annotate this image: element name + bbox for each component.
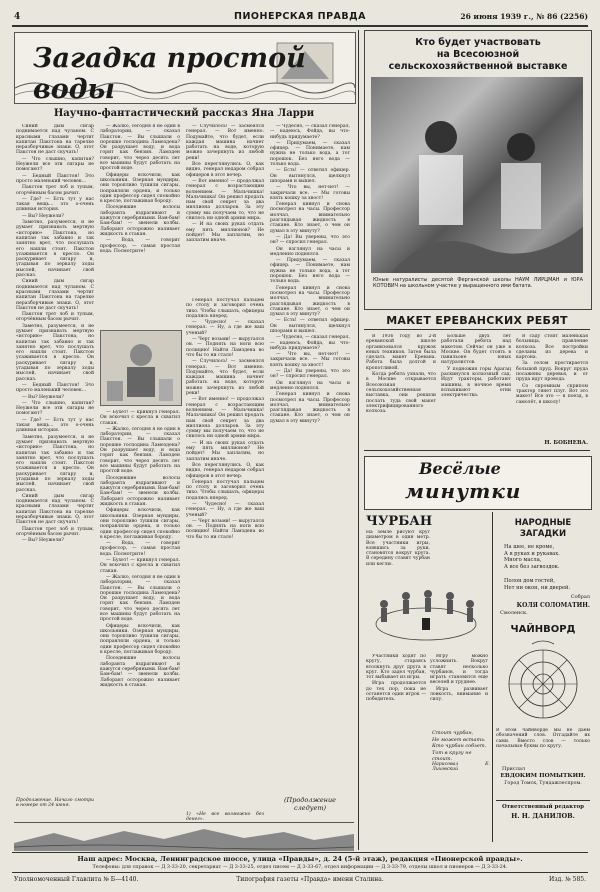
teaword-author-label: Прислал — [502, 766, 526, 772]
riddles-title-2: ЗАГАДКИ — [519, 529, 567, 539]
riddles-collected-label: Собрал — [570, 594, 590, 600]
teaword-text: В этом чайнворде мы не даем обозначений слов. Отгадайте их сами. Вместо слов — только начальные буквы по кругу. — [496, 728, 590, 749]
maket-title: МАКЕТ ЕРЕВАНСКИХ РЕБЯТ — [386, 314, 568, 327]
story-column-1: Синий дым сигар поднимается над чуланом. С красными глазами чертит капитан Пакстона на тарелке неразборчивые знаки. О, этот Пакстон не даст скучать! — Что слышно, капитан? Неужели все эти сигары не помогают? — Бедный Пакстон! Это просто маленький человек... Пакстон трет лоб и тупым, огорчённым басом рычит. — Где? — Есть тут у нас такая вещь... это о-очень длинная история. — Вы? Неужели? Заметно, разумеется, и не думает признавать мертвую «историю» Пакстона, но капитан так забавно и так занятно врет, что послушать его нашли стоит. Пакстон усаживается в кресло. Он раскуривает сигару и, угадывая по зеркалу ходы мыслей, начинает свой рассказ. Синий дым сигар поднимается над чуланом. С красными глазами чертит капитан Пакстона на тарелке неразборчивые знаки. О, этот Пакстон не даст скучать! Пакстон трет лоб и тупым, огорчённым басом рычит. Заметно, разумеется, и не думает признавать мертвую «историю» Пакстона, но капитан так забавно и так занятно врет, что послушать его нашли стоит. Пакстон усаживается в кресло. Он раскуривает сигару и, угадывая по зеркалу ходы мыслей, начинает свой рассказ. — Бедный Пакстон! Это просто маленький человек... — Вы? Неужели? — Что слышно, капитан? Неужели все эти сигары не помогают? — Где? — Есть тут у нас такая вещь... это о-очень длинная история. Заметно, разумеется, и не думает признавать мертвую «историю» Пакстона, но капитан так забавно и так занятно врет, что послушать его нашли стоит. Пакстон усаживается в кресло. Он раскуривает сигару и, угадывая по зеркалу ходы мыслей, начинает свой рассказ. Синий дым сигар поднимается над чуланом. С красными глазами чертит капитан Пакстона на тарелке неразборчивые знаки. О, этот Пакстон не даст скучать! Пакстон трет лоб и тупым, огорчённым басом рычит. — Вы? Неужели? — [16, 124, 94, 544]
churban-column-1: Участники ходят по кругу, стараясь втолкнуть друг друга в круг. Кто задел чурбан, тот выбывает из игры. Игра продолжается до тех пор, пока не останется один игрок — победитель. — [366, 654, 426, 703]
story-subtitle: Научно-фантастический рассказ Яна Ларри — [53, 108, 315, 119]
churban-title: ЧУРБАН — [366, 514, 433, 529]
landscape-strip — [14, 822, 354, 851]
editor-label: Ответственный редактор — [501, 804, 585, 810]
footer-address: Наш адрес: Москва, Ленинградское шоссе, улица «Правды», д. 24 (5-й этаж), редакция «Пионерской правды». — [77, 855, 523, 863]
professor-drawing — [101, 331, 181, 405]
children-circle-drawing — [366, 574, 486, 650]
teaword-puzzle — [500, 638, 586, 724]
footer-glavlit: Уполномоченный Главлита № Б—4140. — [14, 876, 139, 883]
footer-phones: Телефоны: для справок — Д 3-33-20, секретариат — Д 3-33-25, отдел писем — Д 3-33-67, отдел информации — Д 3-33-79, отделы школ и пионеров — Д 3-33-24. — [92, 864, 508, 870]
teaword-title: ЧАЙНВОРД — [510, 624, 576, 635]
story-column-3-top: — Случилось! — засмеялся генерал. — Вот именно. Подумайте, что будет, если каждая машина начнет работать на воде, которую можно зачерпнуть из любой реки! Все переглянулись. О, как видно, генерал недаром собрал офицеров в этот вечер. — Вот именно! — продолжал генерал с возрастающим волнением. — Мальчишка! Мальчишка! Он решил продать нам свой секрет за два миллиона долларов. За эту сумму мы получаем то, что не снилось ни одной армии мира. — И на своих руках отдать ему пять миллионов? Не пойдет! Мы заплатим, но заплатим иначе. — [186, 124, 264, 244]
exhibit-heading-3: сельскохозяйственной выставке — [388, 61, 568, 72]
riddle-1: На шее, не кроме, А в руках и рукавах. Много масла, А все без загвоздок. — [504, 544, 560, 570]
churban-poem: Стоит чурбан, Не может встать. Кто чурбан собьет, Тот в кругу не стоит. — [432, 730, 487, 762]
issue-date: 26 июня 1939 г., № 86 (2256) — [460, 12, 588, 21]
teapot-puzzle-drawing — [500, 638, 586, 724]
riddles-place: Смоленск. — [500, 610, 528, 616]
riddles-title-1: НАРОДНЫЕ — [514, 518, 572, 528]
churban-credit: Нарисовал Е. Лиховский — [432, 762, 490, 773]
exhibit-heading-2: на Всесоюзной — [436, 49, 520, 60]
riddles-author: КОЛЯ СОЛОМАТИН. — [516, 602, 590, 609]
to-be-continued: (Продолжение следует) — [284, 796, 336, 812]
exhibit-caption: Юные натуралисты десятой Ферганской школы НАУМ ЛИРЦМАН и ЮРА КОТОВИЧ на школьном участке у выращенного ими батата. — [373, 277, 583, 289]
fun-title-1: Весёлые — [419, 459, 501, 478]
continued-note: Продолжение. Начало смотри в номере от 24 июня. — [16, 798, 94, 809]
exhibit-photo — [371, 77, 583, 273]
teaword-author: ЕВДОКИМ ПОМЫТКИН. — [500, 773, 586, 779]
story-column-4: — Чудесно, — сказал генерал, — надеюсь, Фойда, вы что-нибудь придумаете? — Придумаем, — сказал офицер. — Понимаете, нам нужна не только вода, а тот порошок. Без него вода — только вода. — Есть! — ответил офицер. Он вытянулся, щелкнул шпорами и вышел. — Что вы, нет-нет! — закричали все. — Мы готовы взять кошку за хвост! Генерал кивнул и снова посмотрел на часы. Профессор молчал, внимательно разглядывая жидкость в стакане. Кто знает, о чем он думал в эту минуту? — Да! Вы уверены, что это он? — спросил генерал. Он взглянул на часы и медленно поднялся. — Придумаем, — сказал офицер. — Понимаете, нам нужна не только вода, а тот порошок. Без него вода — только вода. Генерал кивнул и снова посмотрел на часы. Профессор молчал, внимательно разглядывая жидкость в стакане. Кто знает, о чем он думал в эту минуту? — Есть! — ответил офицер. Он вытянулся, щелкнул шпорами и вышел. — Чудесно, — сказал генерал, — надеюсь, Фойда, вы что-нибудь придумаете? — Что вы, нет-нет! — закричали все. — Мы готовы взять кошку за хвост! — Да! Вы уверены, что это он? — спросил генерал. Он взглянул на часы и медленно поднялся. Генерал кивнул и снова посмотрел на часы. Профессор молчал, внимательно разглядывая жидкость в стакане. Кто знает, о чем он думал в эту минуту? — [270, 124, 350, 424]
churban-illustration — [366, 574, 486, 650]
children-photo — [371, 77, 583, 273]
maket-author: Н. БОБНЕВА. — [544, 440, 588, 446]
story-title-banner — [14, 32, 356, 104]
fun-title-2: минутки — [405, 479, 522, 503]
maket-column-3: В саду стоит маленькая больница, правление колхоза. Все постройки сделаны из дерева и картона. За селом простирается большой пруд. Вокруг пруда посажены деревья, и от пруда идут провода. Со скромным скрипом трактор тянет плуг. Вот это макет! Все это — в поезд, в самолёт, в школу! — [516, 334, 588, 405]
exhibit-box — [364, 30, 592, 310]
page-number: 4 — [14, 12, 21, 22]
footnote: 1) «Не все возможно без денег». — [186, 812, 264, 823]
newspaper-name: ПИОНЕРСКАЯ ПРАВДА — [234, 11, 366, 22]
churban-column-2: Игру можно усложнить. Вокруг ставят несколько чурбанов, и тогда играть становится еще веселей и труднее. Игра развивает ловкость, внимание и силу. — [430, 654, 488, 703]
coast-illustration — [14, 823, 354, 851]
fun-banner — [364, 456, 592, 510]
editor-name: Н. Н. ДАНИЛОВ. — [511, 812, 575, 820]
churban-intro: На земле рисуют круг диаметром в один метр. Все участники игры, взявшись за руки, становятся вокруг круга. В середину ставят чурбан или кеглю. — [366, 530, 430, 567]
story-column-2-bottom: — Бухет! — крикнул генерал. Он вскочил с кресла и схватил стакан. — Жалко, сегодня я не один в лаборатории, — сказал Пакстон. — Вы слышали о порошке господина Ламездена? Он разрушает воду, и вода горит как бензин. Ламзден говорит, что через десять лет все машины будут работать на простой воде. Поседевшие волосы лаборанта вздрагивают и кажутся серебряными. Вам-бам! Бам-бам! — звенели колбы. Лаборант осторожно наливает жидкость в стакан. Офицеры вскочили, как школьники. Озерная мундиры, они торопливо тушили сигары, поправляли ордена, и только один профессор сидел спокойно в кресле, поглаживая бороду. — Вода, — говорит профессор, — самая простая вода. Посмотрите! — Бухет! — крикнул генерал. Он вскочил с кресла и схватил стакан. — Жалко, сегодня я не один в лаборатории, — сказал Пакстон. — Вы слышали о порошке господина Ламездена? Он разрушает воду, и вода горит как бензин. Ламзден говорит, что через десять лет все машины будут работать на простой воде. Офицеры вскочили, как школьники. Озерная мундиры, они торопливо тушили сигары, поправляли ордена, и только один профессор сидел спокойно в кресле, поглаживая бороду. Поседевшие волосы лаборанта вздрагивают и кажутся серебряными. Вам-бам! Бам-бам! — звенели колбы. Лаборант осторожно наливает жидкость в стакан. — [100, 410, 180, 688]
footer-printer: Типография газеты «Правда» имени Сталина. — [236, 876, 384, 883]
maket-column-2: Больше двух лет работали ребята над макетом. Сейчас он уже в Москве. Он будет стоять в павильоне юных натуралистов. У подножия горы Арагац раскинулся колхозный сад. Идут тракторы, работают машины, в ночное время вспыхивают огни электричества. — [441, 334, 511, 399]
teaword-place: Город Томск, Тундажлеспром. — [504, 781, 582, 786]
maket-column-1: В 1936 году во 2-й ереванской школе организовался кружок юных техников. Затея была сделать макет Еревана. Работа была долгой и кропотливой. Когда ребята узнали, что в Москве открывается Всесоюзная сельскохозяйственная выставка, они решили послать туда свой макет электрифицированного колхоза. — [366, 334, 436, 415]
exhibit-heading-1: Кто будет участвовать — [415, 37, 541, 48]
riddle-2: Полон дом гостей, Нет ни окон, ни дверей. — [504, 578, 571, 591]
footer-order: Изд. № 585. — [549, 876, 586, 883]
story-column-3-bottom: Генерал постучал пальцем по столу и заговорил очень тихо. Чтобы слышать, офицеры подались вперед. — Чудесно! — сказал генерал. — Ну, а где же ваш ученый? — Черт возьми! — выругался он. — Поднять на ноги всю полицию! Найти Ламздена во что бы то ни стало! — Случилось! — засмеялся генерал. — Вот именно. Подумайте, что будет, если каждая машина начнет работать на воде, которую можно зачерпнуть из любой реки! — Вот именно! — продолжал генерал с возрастающим волнением. — Мальчишка! Мальчишка! Он решил продать нам свой секрет за два миллиона долларов. За эту сумму мы получаем то, что не снилось ни одной армии мира. — И на своих руках отдать ему пять миллионов? Не пойдет! Мы заплатим, но заплатим иначе. Все переглянулись. О, как видно, генерал недаром собрал офицеров в этот вечер. Генерал постучал пальцем по столу и заговорил очень тихо. Чтобы слышать, офицеры подались вперед. — Чудесно! — сказал генерал. — Ну, а где же ваш ученый? — Черт возьми! — выругался он. — Поднять на ноги всю полицию! Найти Ламздена во что бы то ни стало! — [186, 298, 264, 540]
story-column-2-top: — Жалко, сегодня я не один в лаборатории, — сказал Пакстон. — Вы слышали о порошке господина Ламездена? Он разрушает воду, и вода горит как бензин. Ламзден говорит, что через десять лет все машины будут работать на простой воде. Офицеры вскочили, как школьники. Озерная мундиры, они торопливо тушили сигары, поправляли ордена, и только один профессор сидел спокойно в кресле, поглаживая бороду. Поседевшие волосы лаборанта вздрагивают и кажутся серебряными. Вам-бам! Бам-бам! — звенели колбы. Лаборант осторожно наливает жидкость в стакан. — Вода, — говорит профессор, — самая простая вода. Посмотрите! — [100, 124, 180, 254]
story-title: Загадка простой воды — [33, 43, 306, 105]
lab-illustration — [100, 330, 182, 406]
